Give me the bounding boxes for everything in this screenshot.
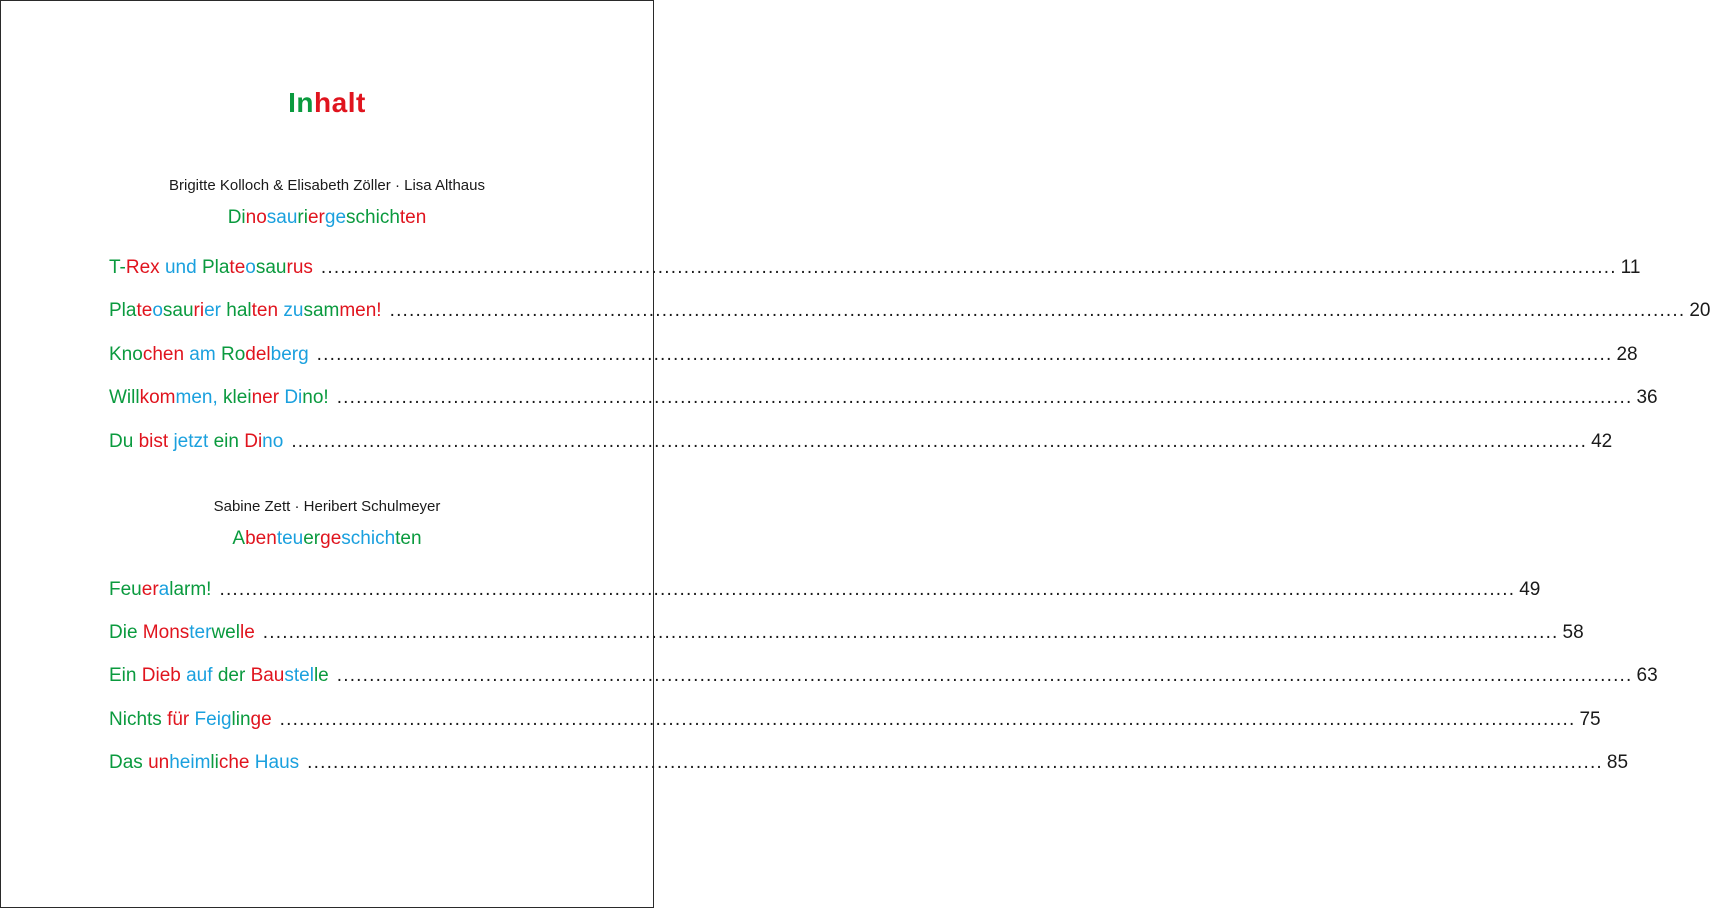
leader-dots: ........................................................................................................................................................................................................ (307, 752, 1603, 773)
text-syllable: sau (255, 257, 287, 278)
text-syllable: am (189, 344, 216, 365)
text-syllable: un (148, 752, 170, 773)
text-syllable: ri (193, 300, 205, 321)
text-syllable: te (136, 300, 153, 321)
text-syllable: lin (231, 709, 251, 730)
text-syllable: ten (399, 207, 427, 228)
text-syllable: ten (251, 300, 279, 321)
text-syllable: A (232, 528, 246, 549)
text-syllable: Feig (194, 709, 232, 730)
leader-dots: ........................................................................................................................................................................................................ (320, 257, 1617, 278)
toc-entry-title (109, 622, 255, 644)
text-syllable: Di (244, 431, 263, 452)
text-syllable: Mons (142, 622, 190, 643)
leader-dots: ........................................................................................................................................................................................................ (262, 622, 1559, 643)
text-syllable: a (158, 579, 170, 600)
toc-entry[interactable] (109, 431, 1613, 457)
text-syllable: jetzt (173, 431, 209, 452)
text-syllable: schich (346, 207, 400, 228)
text-syllable: Ro (220, 344, 246, 365)
text-syllable: Di (284, 387, 303, 408)
toc-entry[interactable] (109, 344, 1638, 370)
text-syllable: Ein (109, 665, 137, 686)
text-syllable: del (245, 344, 271, 365)
text-syllable: men, (175, 387, 218, 408)
toc-page-number: 11 (1620, 257, 1641, 278)
text-syllable: ter (189, 622, 212, 643)
toc-page-number: 75 (1579, 709, 1601, 730)
leader-dots: ........................................................................................................................................................................................................ (219, 579, 1516, 600)
text-syllable: Will (109, 387, 140, 408)
text-syllable: ge (250, 709, 272, 730)
toc-entry-title (109, 387, 329, 409)
toc-entry[interactable] (109, 622, 1584, 648)
text-syllable: er (307, 207, 325, 228)
text-syllable: Pla (109, 300, 137, 321)
text-syllable: T- (109, 257, 126, 278)
toc-entry[interactable] (109, 387, 1658, 413)
text-syllable: Di (227, 207, 246, 228)
text-syllable: berg (270, 344, 309, 365)
page-title (1, 87, 653, 119)
toc-page-number: 42 (1591, 431, 1613, 452)
toc-entry[interactable] (109, 665, 1658, 691)
text-syllable: stel (284, 665, 314, 686)
leader-dots: ........................................................................................................................................................................................................ (291, 431, 1588, 452)
toc-entry-title (109, 579, 211, 601)
text-syllable: schich (341, 528, 396, 549)
text-syllable: ein (213, 431, 239, 452)
toc-page-number: 85 (1606, 752, 1629, 773)
text-syllable: teu (276, 528, 304, 549)
text-syllable: ben (245, 528, 277, 549)
text-syllable: bist (138, 431, 169, 452)
text-syllable: heim (169, 752, 211, 773)
toc-entry-title (109, 752, 299, 774)
text-syllable: Dieb (141, 665, 181, 686)
text-syllable: er (303, 528, 321, 549)
text-syllable: o (152, 300, 163, 321)
toc-entry-title (109, 665, 329, 687)
text-syllable: ten (395, 528, 422, 549)
text-syllable: Feu (109, 579, 142, 600)
text-syllable: no (262, 431, 284, 452)
toc-entry-title (109, 431, 283, 453)
text-syllable: kom (139, 387, 176, 408)
toc-entry-title (109, 300, 382, 322)
leader-dots: ........................................................................................................................................................................................................ (316, 344, 1613, 365)
toc-entry[interactable] (109, 257, 1641, 283)
text-syllable: le (239, 622, 255, 643)
section-title (1, 528, 653, 550)
text-syllable: hal (226, 300, 252, 321)
text-syllable: ri (297, 207, 308, 228)
text-syllable: rus (286, 257, 313, 278)
leader-dots: ........................................................................................................................................................................................................ (336, 387, 1633, 408)
text-syllable: li (210, 752, 219, 773)
text-syllable: chen (142, 344, 185, 365)
toc-page-number: 28 (1616, 344, 1638, 365)
section-authors: Brigitte Kolloch & Elisabeth Zöller · Lisa Althaus (169, 177, 485, 194)
toc-entry[interactable] (109, 752, 1629, 778)
text-syllable: halt (314, 87, 366, 118)
toc-entry-title (109, 257, 313, 279)
text-syllable: für (167, 709, 190, 730)
leader-dots: ........................................................................................................................................................................................................ (336, 665, 1633, 686)
toc-page-number: 36 (1636, 387, 1658, 408)
text-syllable: sam (303, 300, 340, 321)
text-syllable: In (288, 87, 315, 118)
text-syllable: Nichts (109, 709, 162, 730)
text-syllable: er (141, 579, 159, 600)
section-title (1, 207, 653, 229)
text-syllable: Bau (250, 665, 285, 686)
text-syllable: o (245, 257, 256, 278)
toc-entry[interactable] (109, 300, 1711, 326)
text-syllable: ge (320, 528, 342, 549)
toc-page-number: 58 (1562, 622, 1584, 643)
text-syllable: ge (324, 207, 347, 228)
text-syllable: zu (283, 300, 304, 321)
text-syllable: ner (251, 387, 280, 408)
text-syllable: auf (186, 665, 213, 686)
text-syllable: che (218, 752, 250, 773)
text-syllable: le (313, 665, 329, 686)
toc-page-number: 20 (1689, 300, 1711, 321)
section-authors: Sabine Zett · Heribert Schulmeyer (213, 498, 441, 515)
text-syllable: sau (266, 207, 298, 228)
text-syllable: men! (339, 300, 382, 321)
text-syllable: Haus (254, 752, 300, 773)
toc-page-number: 49 (1519, 579, 1541, 600)
toc-entry-title (109, 344, 309, 366)
text-syllable: und (164, 257, 197, 278)
toc-entry-title (109, 709, 272, 731)
text-syllable: Kno (109, 344, 143, 365)
text-syllable: sau (162, 300, 194, 321)
toc-entry[interactable] (109, 709, 1601, 735)
text-syllable: Das (109, 752, 143, 773)
leader-dots: ........................................................................................................................................................................................................ (279, 709, 1576, 730)
text-syllable: wel (211, 622, 240, 643)
toc-page-number: 63 (1636, 665, 1658, 686)
text-syllable: no (245, 207, 267, 228)
text-syllable: te (229, 257, 246, 278)
text-syllable: der (217, 665, 246, 686)
text-syllable: Du (109, 431, 134, 452)
text-syllable: Pla (201, 257, 230, 278)
text-syllable: Rex (125, 257, 160, 278)
toc-entry[interactable] (109, 579, 1541, 605)
text-syllable: no! (302, 387, 329, 408)
text-syllable: larm! (169, 579, 212, 600)
text-syllable: klei (223, 387, 252, 408)
leader-dots: ........................................................................................................................................................................................................ (389, 300, 1686, 321)
text-syllable: Die (109, 622, 138, 643)
text-syllable: er (204, 300, 222, 321)
